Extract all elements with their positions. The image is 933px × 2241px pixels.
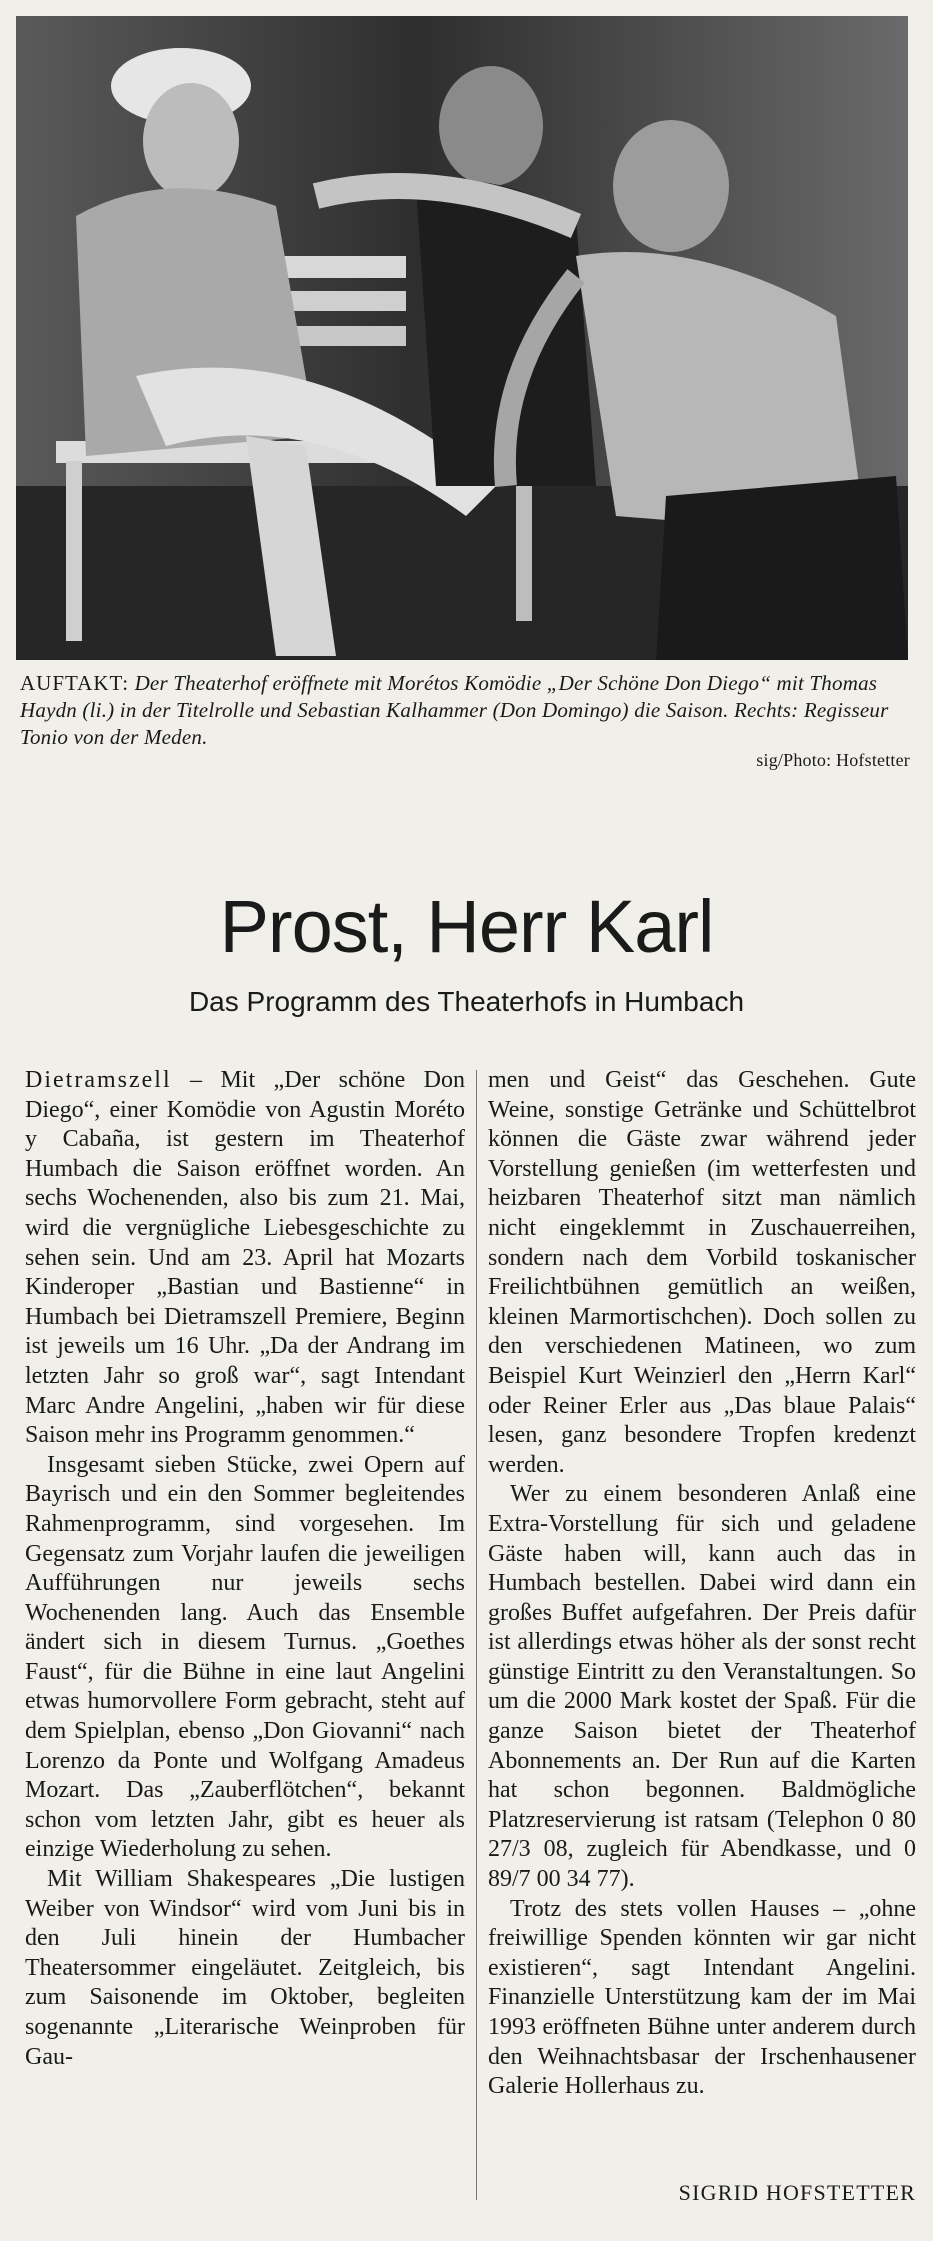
article-photo (16, 16, 908, 660)
paragraph: men und Geist“ das Geschehen. Gute Weine, sonstige Getränke und Schüttelbrot können die Gäste zwar während jeder Vorstellung genießen (im wetterfesten und heizbaren Theaterhof sitzt man nämlich nicht eingeklemmt in Zuschauerreihen, sondern nach dem Vorbild toskanischer Freilichtbühnen gemütlich an weißen, kleinen Marmortischchen). Doch sollen zu den verschiedenen Matineen, wo zum Beispiel Kurt Weinzierl den „Herrn Karl“ oder Reiner Erler aus „Das blaue Palais“ lesen, ganz besondere Tropfen kredenzt werden. (488, 1067, 916, 1478)
photo-credit: sig/Photo: Hofstetter (756, 750, 910, 770)
column-divider (476, 1070, 477, 2200)
paragraph (25, 1066, 465, 1451)
headline: Prost, Herr Karl (219, 885, 714, 968)
theater-photo-icon (16, 16, 908, 660)
subheadline: Das Programm des Theaterhofs in Humbach (188, 986, 745, 1017)
caption-lead: AUFTAKT: (20, 671, 130, 695)
paragraph: Trotz des stets vollen Hauses – „ohne freiwillige Spenden könnten wir gar nicht existieren“, sagt Intendant Angelini. Finanzielle Unterstützung kam der im Mai 1993 eröffneten Bühne unter anderem durch den Weihnachtsbasar der Irschenhausener Galerie Hollerhaus zu. (488, 1895, 916, 2100)
article-column-left (25, 1066, 465, 2072)
photo-caption (20, 670, 910, 774)
paragraph: Mit William Shakespeares „Die lustigen Weiber von Windsor“ wird vom Juni bis in den Juli hinein der Humbacher Theatersommer eingeläutet. Zeitgleich, bis zum Saisonende im Oktober, begleiten sogenannte „Literarische Weinproben für Gau- (25, 1866, 465, 2070)
author-byline: SIGRID HOFSTETTER (678, 2180, 916, 2205)
caption-text: Der Theaterhof eröffnete mit Morétos Komödie „Der Schöne Don Diego“ mit Thomas Haydn (li.) in der Titelrolle und Sebastian Kalhammer (Don Domingo) die Saison. Rechts: Regisseur Tonio von der Meden. (20, 671, 889, 749)
paragraph: Wer zu einem besonderen Anlaß eine Extra-Vorstellung für sich und geladene Gäste haben will, kann auch das in Humbach bestellen. Dabei wird dann ein großes Buffet aufgefahren. Der Preis dafür ist allerdings etwas höher als der sonst recht günstige Eintritt zu den Veranstaltungen. So um die 2000 Mark kostet der Spaß. Für die ganze Saison bietet der Theaterhof Abonnements an. Der Run auf die Karten hat schon begonnen. Baldmögliche Platzreservierung ist ratsam (Telephon 0 80 27/3 08, zugleich für Abendkasse, und 0 89/7 00 34 77). (488, 1481, 916, 1893)
paragraph: Insgesamt sieben Stücke, zwei Opern auf Bayrisch und ein den Sommer begleitendes Rahmenprogramm, sind vorgesehen. Im Gegensatz zum Vorjahr laufen die jeweiligen Aufführungen nur jeweils sechs Wochenenden lang. Auch das Ensemble ändert sich in diesem Turnus. „Goethes Faust“, für die Bühne in eine laut Angelini etwas humorvollere Form gebracht, steht auf dem Spielplan, ebenso „Don Giovanni“ nach Lorenzo da Ponte und Wolfgang Amadeus Mozart. Das „Zauberflötchen“, bekannt schon vom letzten Jahr, gibt es heuer als einzige Wiederholung zu sehen. (25, 1451, 465, 1863)
dateline: Dietramszell (25, 1067, 172, 1093)
article-column-right (488, 1066, 916, 2102)
paragraph-text: – Mit „Der schöne Don Diego“, einer Komödie von Agustin Moréto y Cabaña, ist gestern im Theaterhof Humbach die Saison eröffnet worden. An sechs Wochenenden, also bis zum 21. Mai, wird die vergnügliche Liebesgeschichte zu sehen sein. Und am 23. April hat Mozarts Kinderoper „Bastian und Bastienne“ in Humbach bei Dietramszell Premiere, Beginn ist jeweils um 16 Uhr. „Da der Andrang im letzten Jahr so groß war“, sagt Intendant Marc Andre Angelini, „haben wir für diese Saison mehr ins Programm genommen.“ (25, 1067, 466, 1449)
